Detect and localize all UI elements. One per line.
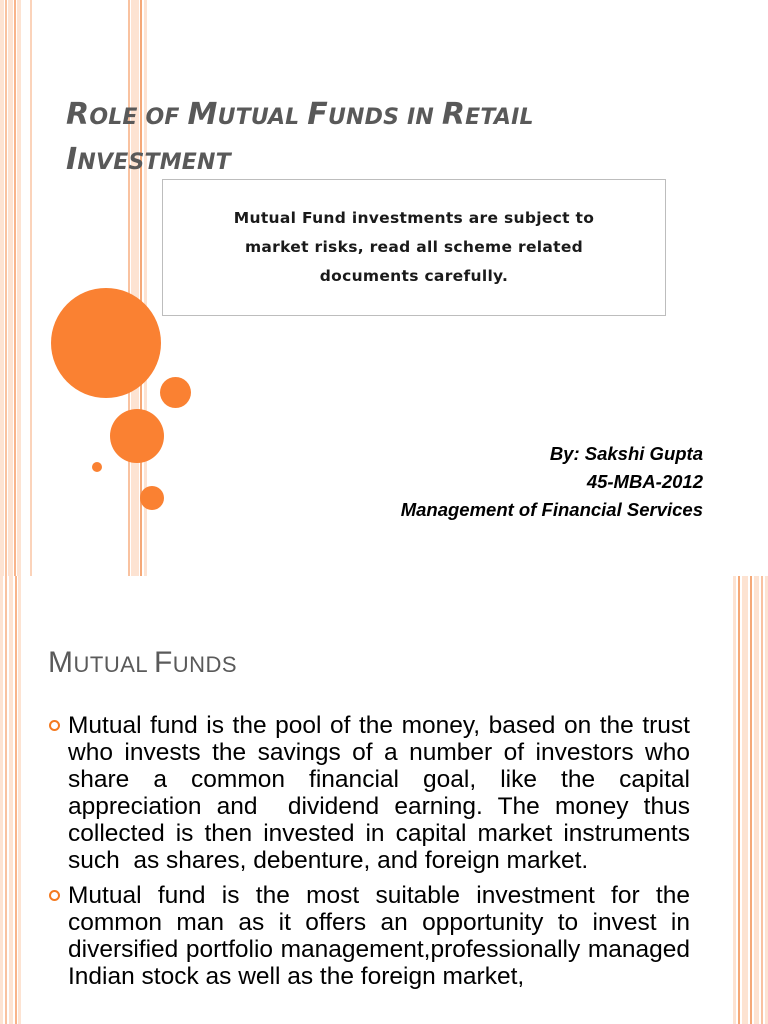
decor-stripe — [9, 576, 13, 1024]
bullet-list — [48, 712, 690, 998]
decor-stripe — [14, 0, 16, 576]
decor-stripe — [30, 0, 32, 576]
bullet-ring-icon — [49, 720, 60, 731]
decor-stripe — [0, 0, 4, 576]
decor-circle-small — [160, 377, 191, 408]
decor-stripe — [5, 0, 7, 576]
decor-stripe — [17, 0, 21, 576]
decor-stripe — [8, 0, 13, 576]
title-line-1: ROLE OF MUTUAL FUNDS IN RETAIL — [66, 97, 534, 132]
decor-stripe — [750, 576, 752, 1024]
author-byline — [401, 440, 703, 524]
decor-circle-small — [140, 486, 164, 510]
decor-stripe — [0, 576, 3, 1024]
decor-stripe — [738, 576, 740, 1024]
list-item — [48, 882, 690, 990]
decor-stripe — [131, 0, 139, 576]
slide-title — [66, 94, 686, 184]
decor-stripe — [18, 576, 21, 1024]
author-roll: 45-MBA-2012 — [586, 471, 703, 492]
decor-circle-medium — [110, 409, 164, 463]
decor-stripe — [761, 576, 763, 1024]
section-title: MUTUAL FUNDS — [48, 646, 238, 679]
decor-stripe — [742, 576, 748, 1024]
decor-circle-dot — [92, 462, 102, 472]
bullet-text: Mutual fund is the most suitable investment for the common man as it offers an opportunity to invest in diversified portfolio management,professionally managed Indian stock as well as the foreign market, — [68, 882, 690, 990]
author-name: By: Sakshi Gupta — [549, 443, 703, 464]
list-item — [48, 712, 690, 874]
course-name: Management of Financial Services — [400, 499, 703, 520]
decor-circle-large — [51, 288, 161, 398]
disclaimer-text: Mutual Fund investments are subject to market risks, read all scheme related documents carefully. — [233, 209, 595, 285]
bullet-ring-icon — [49, 890, 60, 901]
decor-stripe — [733, 576, 736, 1024]
bullet-text: Mutual fund is the pool of the money, based on the trust who invests the savings of a number of investors who share a common financial goal, like the capital appreciation and dividend earning. The money thus collected is then invested in capital market instruments such as shares, debenture, and foreign market. — [68, 712, 690, 874]
disclaimer-box — [162, 179, 666, 316]
title-line-2: INVESTMENT — [66, 142, 231, 177]
decor-stripe — [754, 576, 759, 1024]
decor-stripe — [15, 576, 17, 1024]
decor-stripe — [128, 0, 130, 576]
decor-stripe — [5, 576, 7, 1024]
